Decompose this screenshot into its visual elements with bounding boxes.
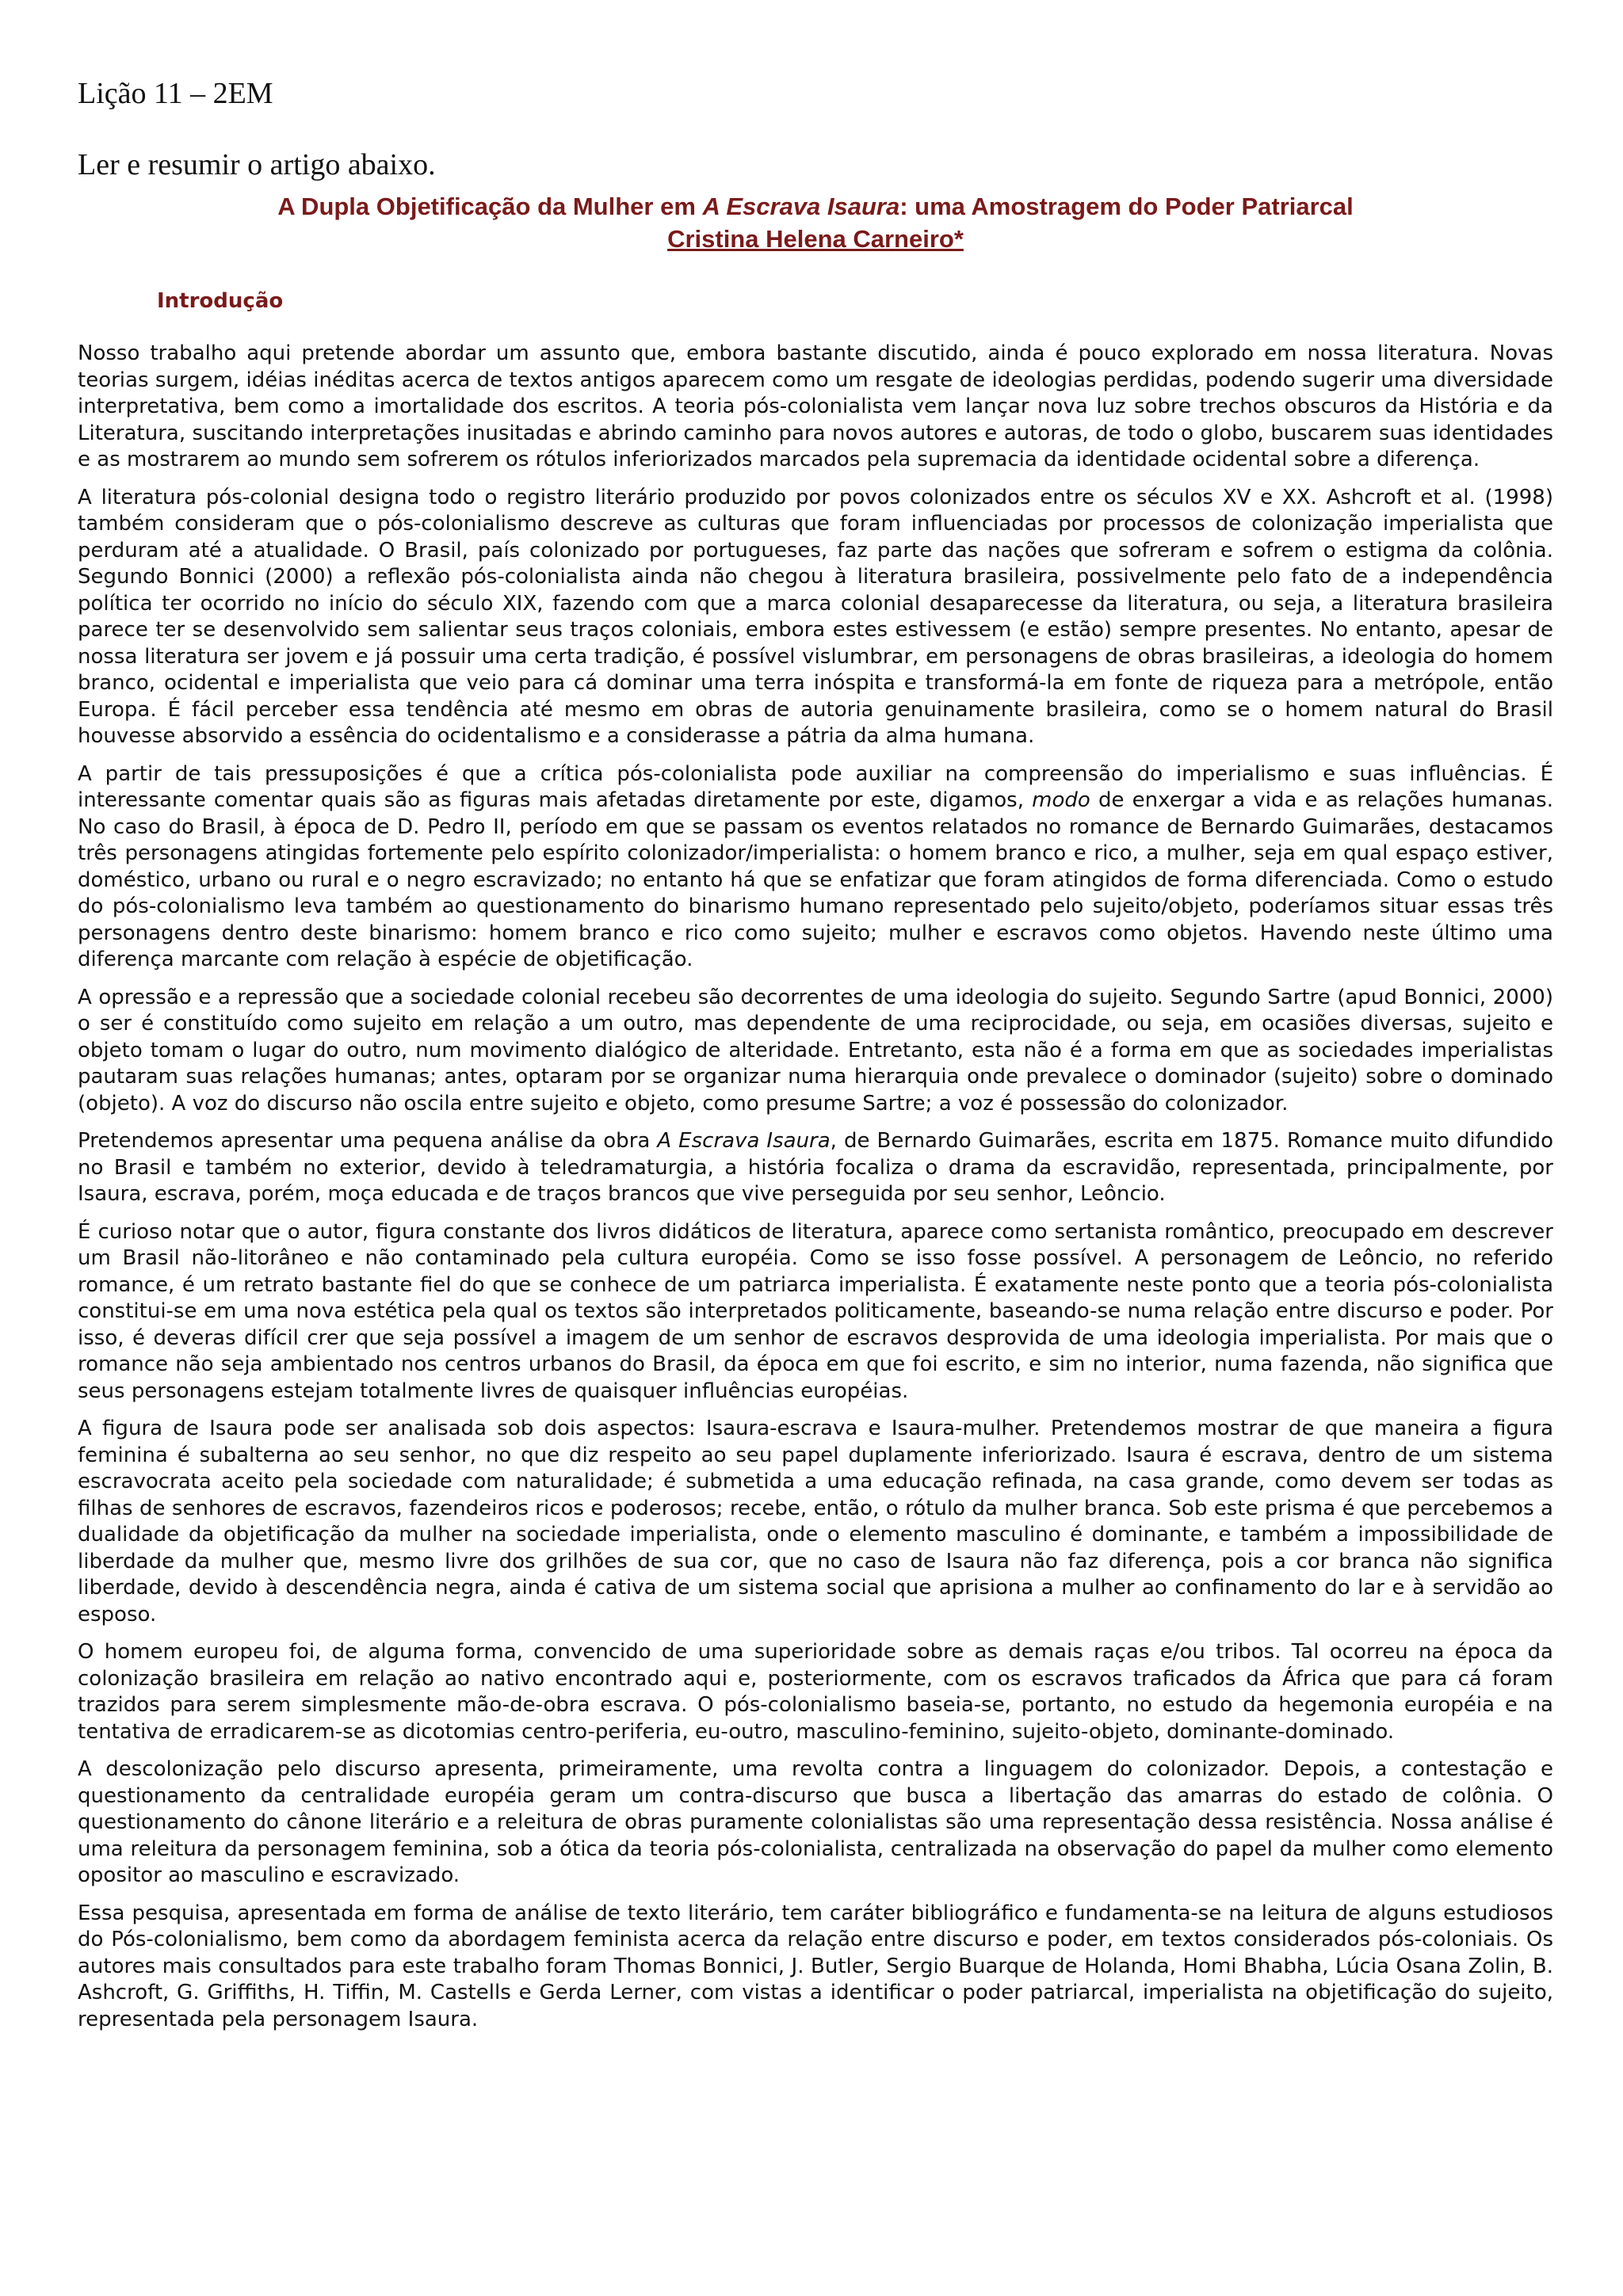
paragraph-3-part1: A partir de tais pressuposições é que a crítica pós-colonialista pode auxiliar na compreensão do imperialismo e suas influências. É interessante comentar quais são as figuras mais afetadas diretamente por este, digamos, <box>78 761 1553 813</box>
article-title-part1: A Dupla Objetificação da Mulher em <box>277 193 703 221</box>
paragraph-5-book-title: A Escrava Isaura <box>657 1129 831 1154</box>
paragraph-3 <box>78 761 1553 974</box>
paragraph-1: Nosso trabalho aqui pretende abordar um assunto que, embora bastante discutido, ainda é pouco explorado em nossa literatura. Novas teorias surgem, idéias inéditas acerca de textos antigos aparecem como um resgate de ideologias perdidas, podendo sugerir uma diversidade interpretativa, bem como a imortalidade dos escritos. A teoria pós-colonialista vem lançar nova luz sobre trechos obscuros da História e da Literatura, suscitando interpretações inusitadas e abrindo caminho para novos autores e autoras, de todo o globo, buscarem suas identidades e as mostrarem ao mundo sem sofrerem os rótulos inferiorizados marcados pela supremacia da identidade ocidental sobre a diferença. <box>78 341 1553 472</box>
article-title-book: A Escrava Isaura <box>702 193 900 221</box>
paragraph-5-part2: , de Bernardo Guimarães, escrita em 1875. Romance muito difundido no Brasil e também no exterior, devido à teledramaturgia, a história focaliza o drama da escravidão, representada, principalmente, por Isaura, escrava, porém, moça educada e de traços brancos que vive perseguida por seu senhor, Leôncio. <box>78 1129 1553 1207</box>
paragraph-7: A figura de Isaura pode ser analisada sob dois aspectos: Isaura-escrava e Isaura-mulher. Pretendemos mostrar de que maneira a figura feminina é subalterna ao seu senhor, no que diz respeito ao seu papel duplamente inferiorizado. Isaura é escrava, dentro de um sistema escravocrata aceito pela sociedade com naturalidade; é submetida a uma educação refinada, na casa grande, como devem ser todas as filhas de senhores de escravos, fazendeiros ricos e poderosos; recebe, então, o rótulo da mulher branca. Sob este prisma é que percebemos a dualidade da objetificação da mulher na sociedade imperialista, onde o elemento masculino é dominante, e também a impossibilidade de liberdade da mulher que, mesmo livre dos grilhões de sua cor, que no caso de Isaura não faz diferença, pois a cor branca não significa liberdade, devido à descendência negra, ainda é cativa de um sistema social que aprisiona a mulher ao confinamento do lar e à servidão ao esposo. <box>78 1417 1553 1627</box>
document-page <box>78 76 1553 2033</box>
paragraph-5 <box>78 1128 1553 1208</box>
assignment-instruction: Ler e resumir o artigo abaixo. <box>78 147 436 181</box>
paragraph-3-part2: de enxergar a vida e as relações humanas. No caso do Brasil, à época de D. Pedro II, período em que se passam os eventos relatados no romance de Bernardo Guimarães, destacamos três personagens atingidas fortemente pelo espírito colonizador/imperialista: o homem branco e rico, a mulher, seja em qual espaço estiver, doméstico, urbano ou rural e o negro escravizado; no entanto há que se enfatizar que foram atingidos de forma diferenciada. Como o estudo do pós-colonialismo leva também ao questionamento do binarismo humano representado pelo sujeito/objeto, poderíamos situar essas três personagens dentro deste binarismo: homem branco e rico como sujeito; mulher e escravos como objetos. Havendo neste último uma diferença marcante com relação à espécie de objetificação. <box>78 788 1553 972</box>
article-title-part2: : uma Amostragem do Poder Patriarcal <box>899 193 1354 221</box>
lesson-heading: Lição 11 – 2EM <box>78 77 273 110</box>
article-author: Cristina Helena Carneiro* <box>667 225 964 254</box>
paragraph-6: É curioso notar que o autor, figura constante dos livros didáticos de literatura, aparece como sertanista romântico, preocupado em descrever um Brasil não-litorâneo e não contaminado pela cultura européia. Como se isso fosse possível. A personagem de Leôncio, no referido romance, é um retrato bastante fiel do que se conhece de um patriarca imperialista. É exatamente neste ponto que a teoria pós-colonialista constitui-se em uma nova estética pela qual os textos são interpretados politicamente, baseando-se numa relação entre discurso e poder. Por isso, é deveras difícil crer que seja possível a imagem de um senhor de escravos desprovida de uma ideologia imperialista. Por mais que o romance não seja ambientado nos centros urbanos do Brasil, da época em que foi escrito, e sim no interior, numa fazenda, não significa que seus personagens estejam totalmente livres de quaisquer influências européias. <box>78 1219 1553 1403</box>
paragraph-10: Essa pesquisa, apresentada em forma de análise de texto literário, tem caráter bibliográfico e fundamenta-se na leitura de alguns estudiosos do Pós-colonialismo, bem como da abordagem feminista acerca da relação entre discurso e poder, em textos considerados pós-coloniais. Os autores mais consultados para este trabalho foram Thomas Bonnici, J. Butler, Sergio Buarque de Holanda, Homi Bhabha, Lúcia Osana Zolin, B. Ashcroft, G. Griffiths, H. Tiffin, M. Castells e Gerda Lerner, com vistas a identificar o poder patriarcal, imperialista na objetificação do sujeito, representada pela personagem Isaura. <box>78 1901 1553 2031</box>
paragraph-8: O homem europeu foi, de alguma forma, convencido de uma superioridade sobre as demais raças e/ou tribos. Tal ocorreu na época da colonização brasileira em relação ao nativo encontrado aqui e, posteriormente, com os escravos traficados da África que para cá foram trazidos para serem simplesmente mão-de-obra escrava. O pós-colonialismo baseia-se, portanto, no estudo da hegemonia européia e na tentativa de erradicarem-se as dicotomias centro-periferia, eu-outro, masculino-feminino, sujeito-objeto, dominante-dominado. <box>78 1640 1553 1744</box>
article-title <box>78 191 1553 223</box>
paragraph-3-emphasis: modo <box>1032 788 1090 813</box>
paragraph-2: A literatura pós-colonial designa todo o registro literário produzido por povos colonizados entre os séculos XV e XX. Ashcroft et al. (1998) também consideram que o pós-colonialismo descreve as culturas que foram influenciadas por processos de colonização imperialista que perduram até a atualidade. O Brasil, país colonizado por portugueses, faz parte das nações que sofreram e sofrem o estigma da colônia. Segundo Bonnici (2000) a reflexão pós-colonialista ainda não chegou à literatura brasileira, possivelmente pelo fato de a independência política ter ocorrido no início do século XIX, fazendo com que a marca colonial desaparecesse da literatura, ou seja, a literatura brasileira parece ter se desenvolvido sem salientar seus traços coloniais, embora estes estivessem (e estão) sempre presentes. No entanto, apesar de nossa literatura ser jovem e já possuir uma certa tradição, é possível vislumbrar, em personagens de obras brasileiras, a ideologia do homem branco, ocidental e imperialista que veio para cá dominar uma terra inóspita e transformá-la em fonte de riqueza para a metrópole, então Europa. É fácil perceber essa tendência até mesmo em obras de autoria genuinamente brasileira, como se o homem natural do Brasil houvesse absorvido a essência do ocidentalismo e a considerasse a pátria da alma humana. <box>78 485 1553 749</box>
paragraph-5-part1: Pretendemos apresentar uma pequena análise da obra <box>78 1129 658 1154</box>
paragraph-9: A descolonização pelo discurso apresenta, primeiramente, uma revolta contra a linguagem do colonizador. Depois, a contestação e questionamento da centralidade européia geram um contra-discurso que busca a libertação das amarras do estado de colônia. O questionamento do cânone literário e a releitura de obras puramente colonialistas são uma representação dessa resistência. Nossa análise é uma releitura da personagem feminina, sob a ótica da teoria pós-colonialista, centralizada na observação do papel da mulher como elemento opositor ao masculino e escravizado. <box>78 1757 1553 1888</box>
section-heading-introduction: Introdução <box>157 289 284 313</box>
paragraph-4: A opressão e a repressão que a sociedade colonial recebeu são decorrentes de uma ideologia do sujeito. Segundo Sartre (apud Bonnici, 2000) o ser é constituído como sujeito em relação a um outro, mas dependente de uma reciprocidade, ou seja, em ocasiões diversas, sujeito e objeto tomam o lugar do outro, num movimento dialógico de alteridade. Entretanto, esta não é a forma em que as sociedades imperialistas pautaram suas relações humanas; antes, optaram por se organizar numa hierarquia onde prevalece o dominador (sujeito) sobre o dominado (objeto). A voz do discurso não oscila entre sujeito e objeto, como presume Sartre; a voz é possessão do colonizador. <box>78 985 1553 1116</box>
